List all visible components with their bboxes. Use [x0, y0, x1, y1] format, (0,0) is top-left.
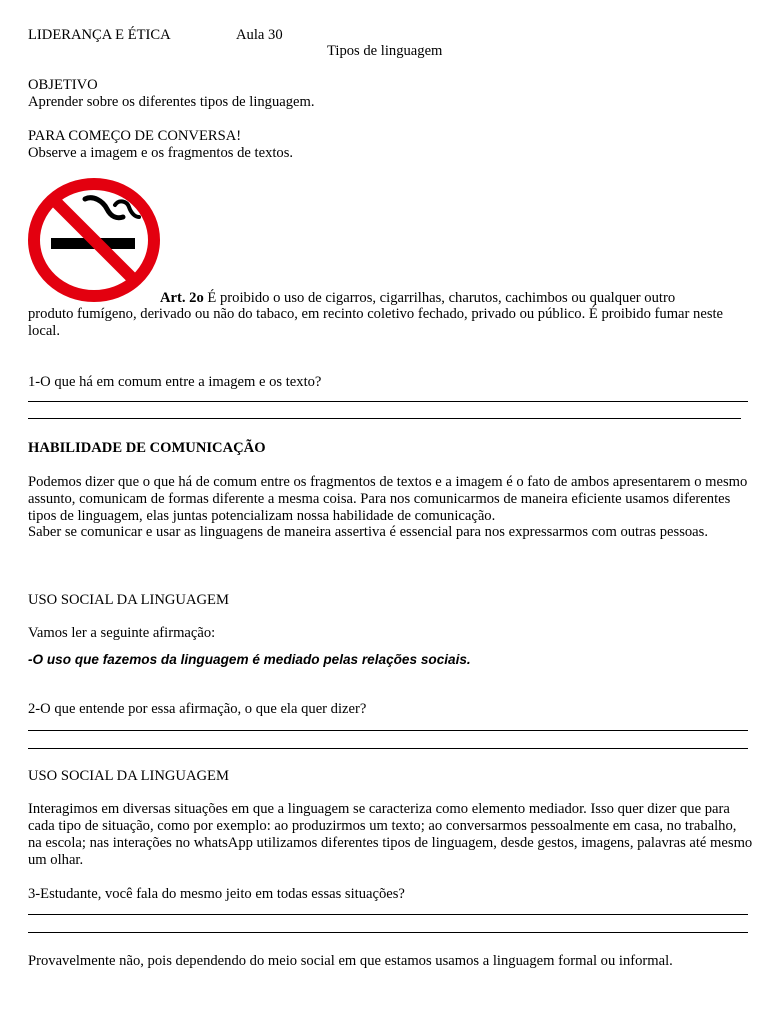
closing-text: Provavelmente não, pois dependendo do meio social em que estamos usamos a linguagem formal ou informal.: [28, 953, 673, 969]
objective-text: Aprender sobre os diferentes tipos de linguagem.: [28, 94, 315, 110]
answer-line[interactable]: [28, 730, 748, 731]
article-text-rest: produto fumígeno, derivado ou não do tabaco, em recinto coletivo fechado, privado ou público. É proibido fumar neste local.: [28, 306, 724, 339]
communication-paragraph-2: Saber se comunicar e usar as linguagens de maneira assertiva é essencial para nos expressarmos com outras pessoas.: [28, 524, 708, 540]
question-1: 1-O que há em comum entre a imagem e os texto?: [28, 374, 322, 390]
article-label: Art. 2o: [160, 290, 204, 306]
objective-heading: OBJETIVO: [28, 77, 98, 93]
communication-paragraph-1: Podemos dizer que o que há de comum entre os fragmentos de textos e a imagem é o fato de ambos apresentarem o mesmo assunto, comunicam de formas diferente a mesma coisa. Para nos comunicarmos de maneira eficiente usamos diferentes tipos de linguagem, elas juntas potencializam nossa habilidade de comunicação.: [28, 474, 748, 524]
no-smoking-icon: [27, 177, 162, 303]
social-quote: -O uso que fazemos da linguagem é mediado pelas relações sociais.: [28, 652, 471, 667]
answer-line[interactable]: [28, 401, 748, 402]
course-title: LIDERANÇA E ÉTICA: [28, 27, 171, 43]
lesson-topic: Tipos de linguagem: [327, 43, 443, 59]
question-2: 2-O que entende por essa afirmação, o que ela quer dizer?: [28, 701, 367, 717]
social-lead: Vamos ler a seguinte afirmação:: [28, 625, 216, 641]
social-heading-1: USO SOCIAL DA LINGUAGEM: [28, 592, 229, 608]
article-line-1: [160, 290, 675, 307]
social-heading-2: USO SOCIAL DA LINGUAGEM: [28, 768, 229, 784]
answer-line[interactable]: [28, 932, 748, 933]
article-text-first: É proibido o uso de cigarros, cigarrilhas, charutos, cachimbos ou qualquer outro: [203, 290, 676, 306]
lesson-number: Aula 30: [236, 27, 283, 43]
communication-heading: HABILIDADE DE COMUNICAÇÃO: [28, 440, 266, 456]
question-3: 3-Estudante, você fala do mesmo jeito em todas essas situações?: [28, 886, 405, 902]
answer-line[interactable]: [28, 914, 748, 915]
answer-line[interactable]: [28, 418, 741, 419]
social-paragraph: Interagimos em diversas situações em que a linguagem se caracteriza como elemento mediador. Isso quer dizer que para cada tipo de situação, como por exemplo: ao produzirmos um texto; ao conversarmos pessoalmente em casa, no trabalho, na escola; nas interações no whatsApp utilizamos diferentes tipos de linguagem, desde gestos, imagens, palavras até mesmo um olhar.: [28, 801, 753, 868]
intro-text: Observe a imagem e os fragmentos de textos.: [28, 145, 294, 161]
answer-line[interactable]: [28, 748, 748, 749]
intro-heading: PARA COMEÇO DE CONVERSA!: [28, 128, 242, 144]
